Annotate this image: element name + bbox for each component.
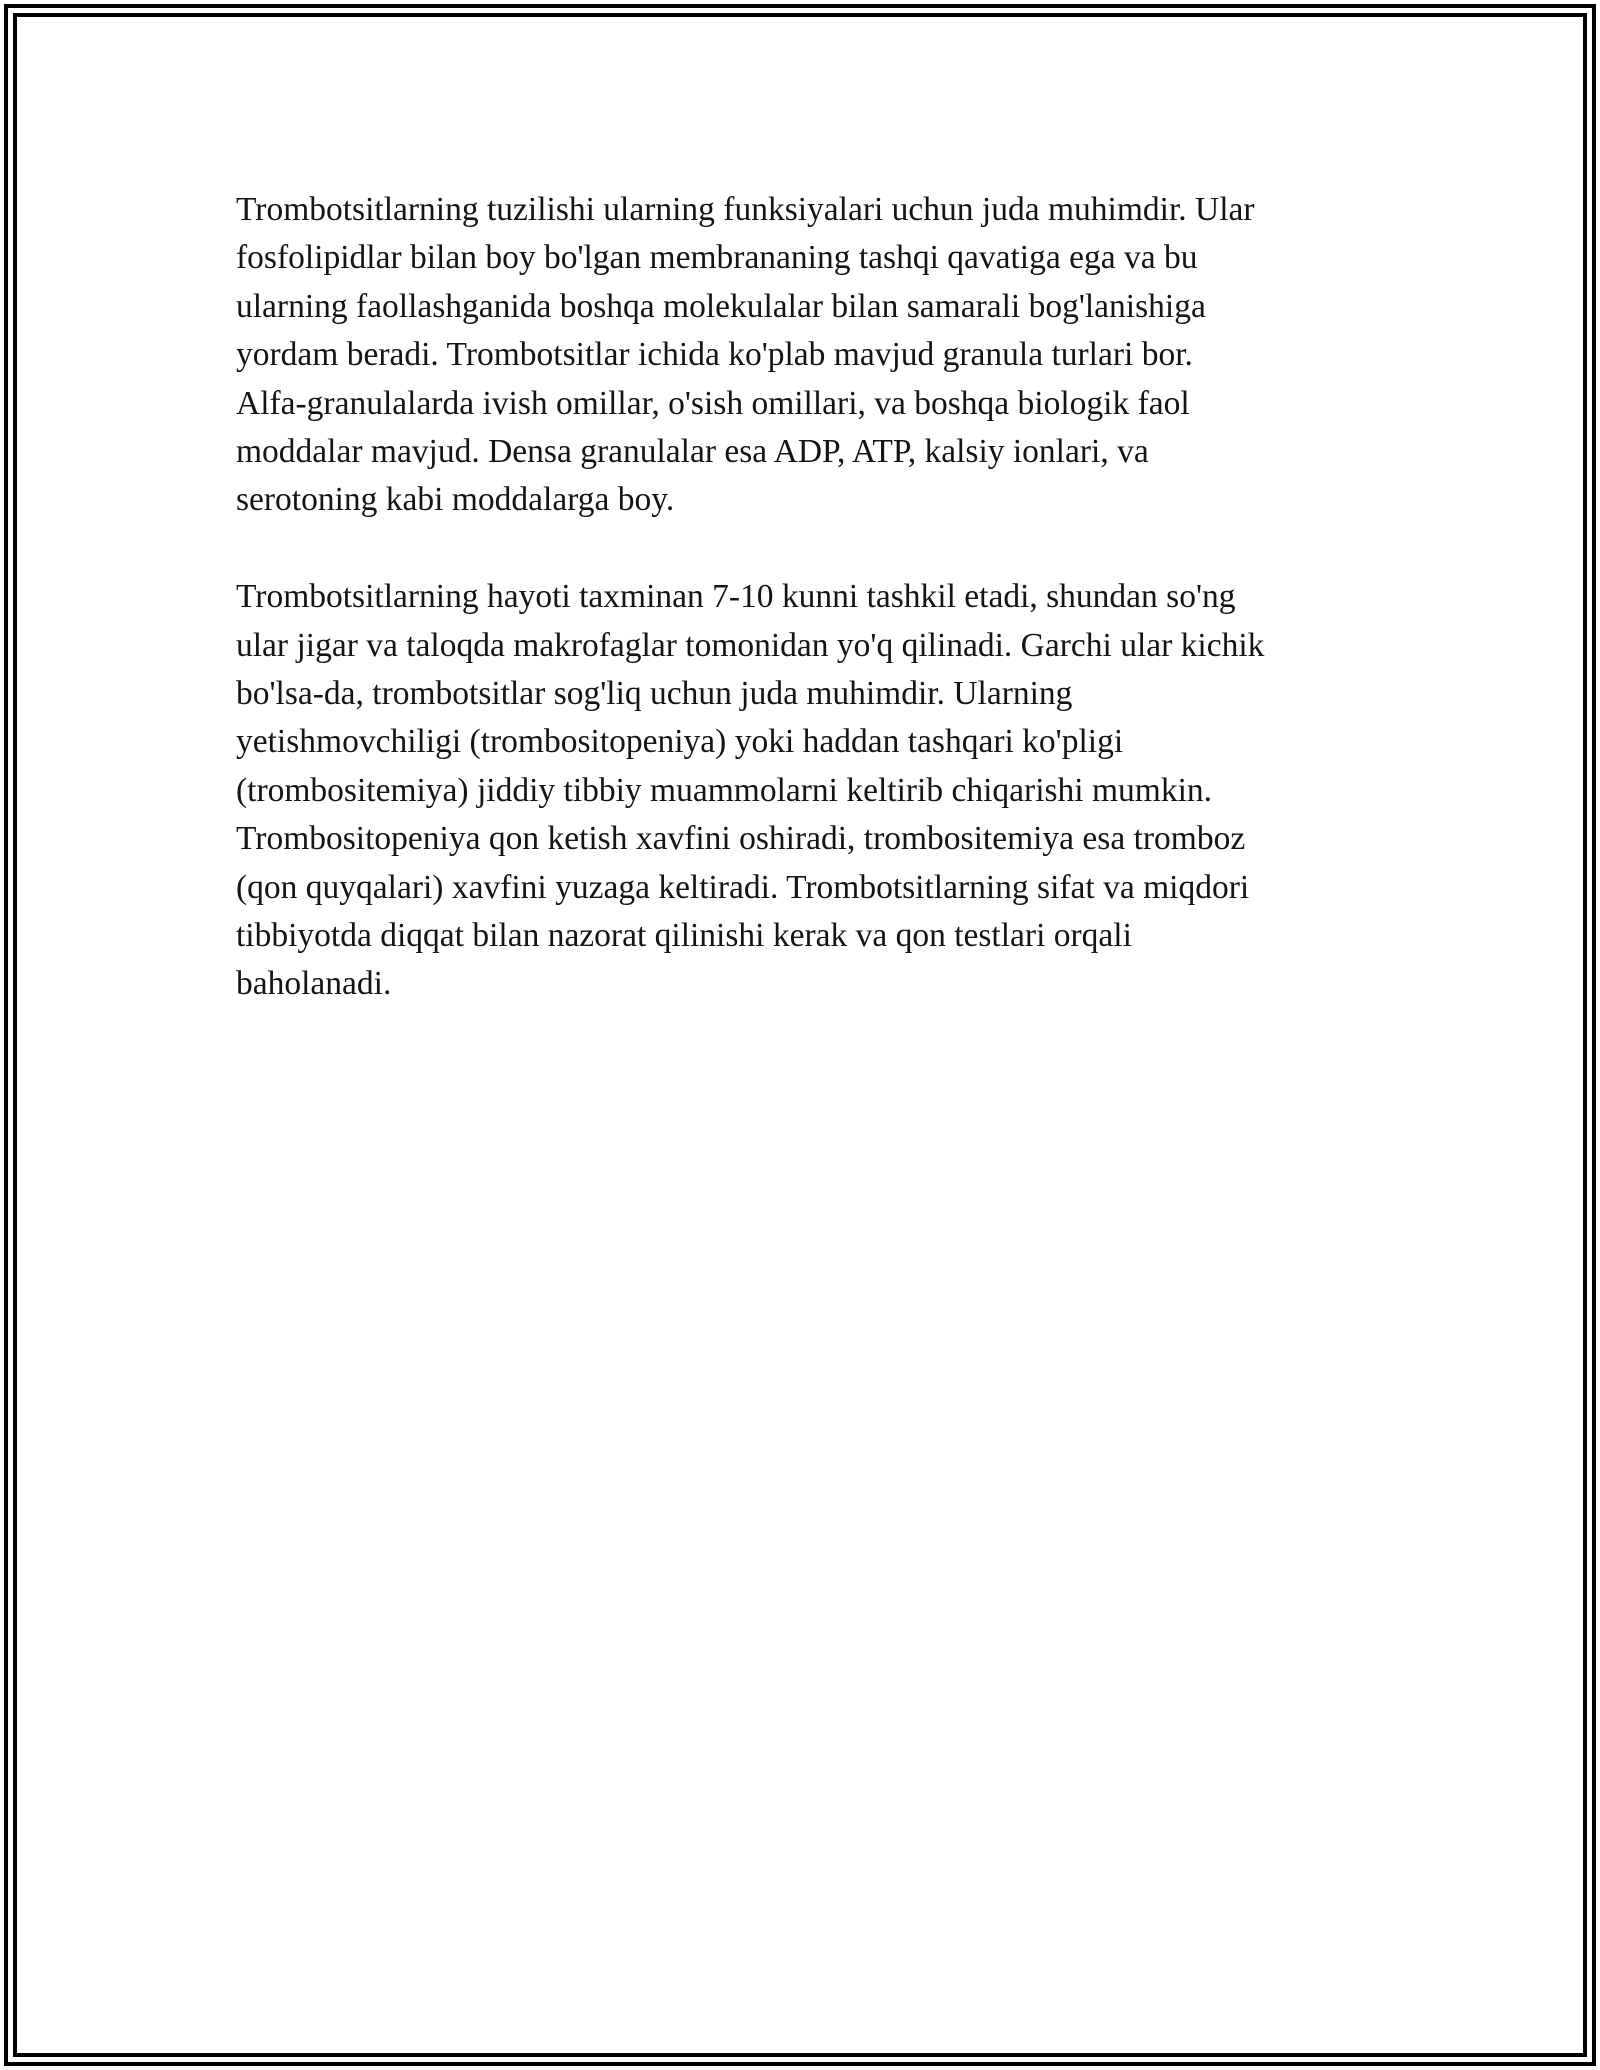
paragraph-platelet-structure: Trombotsitlarning tuzilishi ularning funksiyalari uchun juda muhimdir. Ular fosfolipidlar bilan boy bo'lgan membrananing tashqi qavatiga ega va bu ularning faollashganida boshqa molekulalar bilan samarali bog'lanishiga yordam beradi. Trombotsitlar ichida ko'plab mavjud granula turlari bor. Alfa-granulalarda ivish omillar, o'sish omillari, va boshqa biologik faol moddalar mavjud. Densa granulalar esa ADP, ATP, kalsiy ionlari, va serotoning kabi moddalarga boy. (236, 191, 1255, 519)
paragraph-platelet-lifespan: Trombotsitlarning hayoti taxminan 7-10 kunni tashkil etadi, shundan so'ng ular jigar va taloqda makrofaglar tomonidan yo'q qilinadi. Garchi ular kichik bo'lsa-da, trombotsitlar sog'liq uchun juda muhimdir. Ularning yetishmovchiligi (trombositopeniya) yoki haddan tashqari ko'pligi (trombositemiya) jiddiy tibbiy muammolarni keltirib chiqarishi mumkin. Trombositopeniya qon ketish xavfini oshiradi, trombositemiya esa tromboz (qon quyqalari) xavfini yuzaga keltiradi. Trombotsitlarning sifat va miqdori tibbiyotda diqqat bilan nazorat qilinishi kerak va qon testlari orqali baholanadi. (236, 578, 1265, 1003)
document-body (236, 186, 1376, 1009)
